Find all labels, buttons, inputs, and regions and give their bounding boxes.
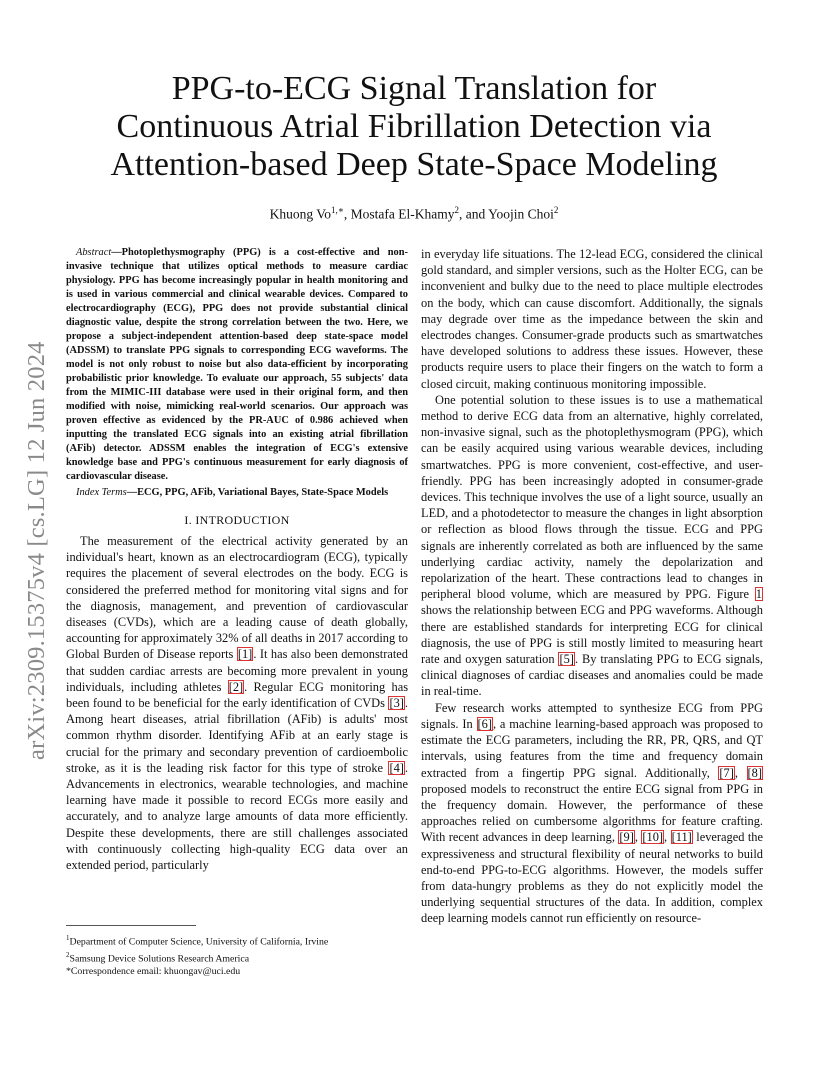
intro-paragraph: The measurement of the electrical activity generated by an individual's heart, known as an electrocardiogram (ECG), typically requires the placement of several electrodes on the body. ECG is considered the preferred method for monitoring vital signs and for the diagnosis, management, and prevention of cardiovascular diseases (CVDs), which are a leading cause of death globally, accounting for approximately 32% of all deaths in 2017 according to Global Burden of Disease reports [1]. It has also been demonstrated that sudden cardiac arrests are becoming more prevalent in young individuals, including athletes [2]. Regular ECG monitoring has been found to be beneficial for the early identification of CVDs [3]. Among heart diseases, atrial fibrillation (AFib) is adults' most common rhythm disorder. Identifying AFib at an early stage is crucial for the primary and secondary prevention of cardioembolic stroke, as it is the leading risk factor for this type of stroke [4]. Advancements in electronics, wearable technologies, and machine learning have made it possible to record ECGs more easily and accurately, and to analyze large amounts of data more efficiently. Despite these developments, there are still challenges associated with continuously collecting high-quality ECG data over an extended period, particularly <box>66 534 409 873</box>
title-line-2: Continuous Atrial Fibrillation Detection via <box>116 108 712 145</box>
body-paragraph: Few research works attempted to synthesize ECG from PPG signals. In [6], a machine learning-based approach was proposed to estimate the ECG parameters, including the RR, PR, QRS, and QT intervals, using features from the time and frequency domain extracted from a fingertip PPG signal. Additionally, [7], [8] proposed models to reconstruct the entire ECG signal from PPG in the frequency domain. However, the performance of these approaches relied on cumbersome algorithms for feature crafting. With recent advances in deep learning, [9], [10], [11] leveraged the expressiveness and structural flexibility of neural networks to build end-to-end PPG-to-ECG algorithms. However, the models suffer from data-hungry problems as they do not explicitly model the underlying sequential structures of the data. In addition, complex deep learning models cannot run efficiently on resource- <box>421 700 763 926</box>
figure-link[interactable]: 1 <box>755 587 762 602</box>
abstract: Abstract—Photoplethysmography (PPG) is a cost-effective and non-invasive technique that utilizes optical methods to measure cardiac physiology. PPG has become increasingly popular in health monitoring and is used in various commercial and clinical wearable devices. Compared to electrocardiography (ECG), PPG does not provide substantial clinical diagnostic value, despite the strong correlation between the two. Here, we propose a subject-independent attention-based deep state-space model (ADSSM) to translate PPG signals to corresponding ECG waveforms. The model is not only robust to noise but also data-efficient by incorporating probabilistic prior knowledge. To evaluate our approach, 55 subjects' data from the MIMIC-III database were used in their original form, and then modified with noise, mimicking real-world scenarios. Our approach was proven effective as evidenced by the PR-AUC of 0.986 achieved when inputting the translated ECG signals into an existing atrial fibrillation (AFib) detector. ADSSM enables the integration of ECG's extensive knowledge base and PPG's continuous measurement for early diagnosis of cardiovascular disease. <box>66 247 408 482</box>
footnote-rule <box>66 925 196 926</box>
citation-link[interactable]: [2] <box>228 679 244 694</box>
citation-link[interactable]: [6] <box>477 716 492 731</box>
author-list: Khuong $Vo^{1,∗}$, Mostafa El-Khamy$^2$, and Yoojin Choi$^2$ <box>269 205 559 222</box>
citation-link[interactable]: [9] <box>619 830 634 845</box>
title-line-1: PPG-to-ECG Signal Translation for <box>171 70 657 107</box>
footnotes <box>66 932 408 978</box>
citation-link[interactable]: [7] <box>719 765 734 780</box>
citation-link[interactable]: [1] <box>237 647 253 662</box>
index-terms: Index Terms—ECG, PPG, AFib, Variational Bayes, State-Space Models <box>76 487 389 498</box>
body-paragraph: One potential solution to these issues is to use a mathematical method to derive ECG data from an alternative, highly correlated, non-invasive signal, such as the photoplethysmogram (PPG), which can be easily acquired using various wearable devices, including smartwatches. PPG is more convenient, cost-effective, and user-friendly. PPG has been increasingly adopted in consumer-grade devices. This technique involves the use of a light source, usually an LED, and a photodetector to measure the changes in light absorption or reflection as blood flows through the tissue. ECG and PPG signals are inherently correlated as both are influenced by the same underlying cardiac activity, namely the depolarization and repolarization of the heart. These contractions lead to changes in peripheral blood volume, which are measured by PPG. Figure 1 shows the relationship between ECG and PPG waveforms. Although there are established standards for interpreting ECG for clinical diagnosis, the use of PPG is still mostly limited to measuring heart rate and oxygen saturation [5]. By translating PPG to ECG signals, clinical diagnoses of cardiac diseases and anomalies could be made in real-time. <box>421 392 763 699</box>
footnote-1: $^1$Department of Computer Science, University of California, Irvine <box>66 934 329 948</box>
paper-title <box>60 70 768 184</box>
body-paragraph: in everyday life situations. The 12-lead ECG, considered the clinical gold standard, and simpler versions, such as the Holter ECG, can be inconvenient and bulky due to the need to place multiple electrodes on the body, which can cause discomfort. Additionally, the signals may degrade over time as the impedance between the skin and electrodes changes. Consumer-grade products such as smartwatches have developed solutions to address these issues. However, these products require users to place their fingers on the watch to form a closed circuit, making continuous monitoring impossible. <box>421 247 763 391</box>
citation-link[interactable]: [4] <box>389 760 404 775</box>
footnote-3: *Correspondence email: khuongav@uci.edu <box>66 965 241 977</box>
left-column <box>66 246 408 873</box>
citation-link[interactable]: [3] <box>389 696 404 711</box>
footnote-2: $^2$Samsung Device Solutions Research America <box>66 950 250 965</box>
section-heading: I. INTRODUCTION <box>184 513 290 527</box>
citation-link[interactable]: [10] <box>642 830 664 845</box>
citation-link[interactable]: [8] <box>747 765 762 780</box>
citation-link[interactable]: [5] <box>559 652 574 667</box>
arxiv-stamp: arXiv:2309.15375v4 [cs.LG] 12 Jun 2024 <box>23 341 50 760</box>
title-line-3: Attention-based Deep State-Space Modeling <box>110 146 718 183</box>
citation-link[interactable]: [11] <box>671 830 692 845</box>
right-column <box>421 246 763 927</box>
